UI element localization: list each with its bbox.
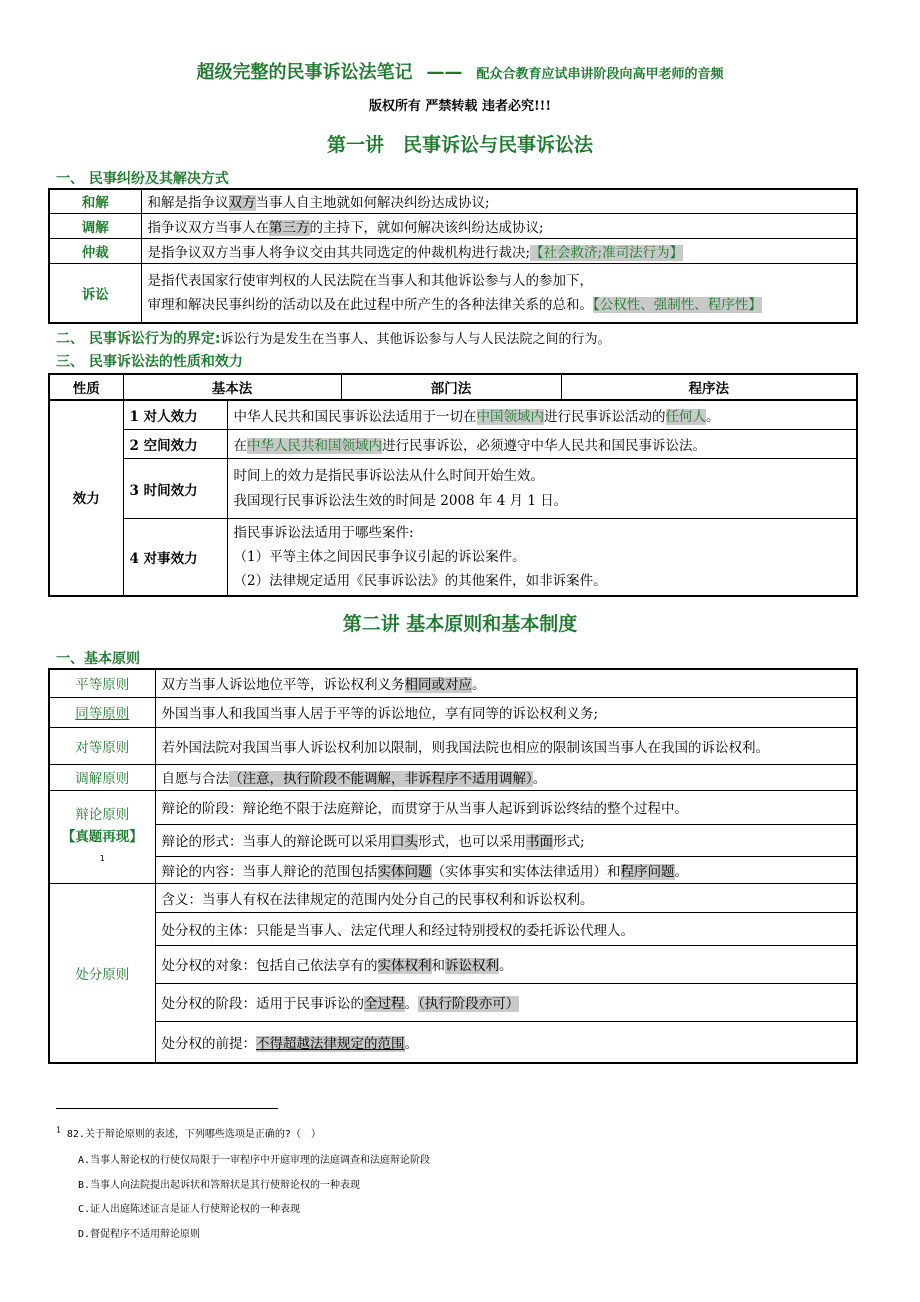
highlight: 实体权利 <box>377 958 432 974</box>
nature-header-table <box>48 373 858 401</box>
row-content: 辩论的阶段：辩论绝不限于法庭辩论，而贯穿于从当事人起诉到诉讼终结的整个过程中。 <box>155 790 857 824</box>
text: 。 <box>472 677 486 694</box>
effect-table <box>48 399 858 597</box>
row-content: 含义：当事人有权在法律规定的范围内处分自己的民事权利和诉讼权利。 <box>155 883 857 912</box>
row-content <box>141 263 857 323</box>
table-row <box>49 883 857 912</box>
principles-table <box>48 668 858 1064</box>
row-content <box>227 400 857 430</box>
row-content: 外国当事人和我国当事人居于平等的诉讼地位，享有同等的诉讼权利义务; <box>155 697 857 727</box>
footnote-option: B.当事人向法院提出起诉状和答辩状是其行使辩论权的一种表现 <box>78 1180 361 1191</box>
section-heading <box>56 328 611 348</box>
row-content <box>155 669 857 697</box>
row-content <box>141 213 857 238</box>
lecture-2-title: 第二讲 基本原则和基本制度 <box>342 613 578 635</box>
text: 指民事诉讼法适用于哪些案件: <box>233 524 414 541</box>
table-row <box>49 790 857 824</box>
row-content <box>155 945 857 983</box>
footnote-option: A.当事人辩论权的行使仅局限于一审程序中开庭审理的法庭调查和法庭辩论阶段 <box>78 1155 431 1166</box>
footnote-number: 1 <box>56 1125 61 1135</box>
table-row <box>49 727 857 764</box>
header-cell: 基本法 <box>123 374 341 400</box>
title-dash: —— <box>426 62 463 83</box>
section-heading-text: 二、 民事诉讼行为的界定: <box>56 331 221 347</box>
header-cell: 性质 <box>49 374 123 400</box>
footnote-option: D.督促程序不适用辩论原则 <box>78 1229 201 1240</box>
footnote-ref[interactable]: 1 <box>99 853 105 863</box>
text: 。 <box>706 408 720 425</box>
table-row <box>49 459 857 519</box>
text: 辩论的形式：当事人的辩论既可以采用 <box>161 834 391 850</box>
text: 当事人自主地就如何解决纠纷达成协议; <box>255 195 490 212</box>
principle-label: 调解原则 <box>49 764 155 790</box>
text: 在 <box>233 438 247 454</box>
row-label: 仲裁 <box>49 238 141 263</box>
row-content <box>227 430 857 459</box>
highlight: 【公权性、强制性、程序性】 <box>593 296 762 313</box>
exam-tag: 【真题再现】 <box>61 828 143 845</box>
table-row <box>49 824 857 856</box>
row-content <box>155 764 857 790</box>
footnote-text: 82.关于辩论原则的表述，下列哪些选项是正确的?（ ） <box>66 1129 321 1140</box>
text: 时间上的效力是指民事诉讼法从什么时间开始生效。 <box>233 467 544 484</box>
text: 形式; <box>553 834 585 850</box>
highlight: 全过程 <box>364 996 405 1012</box>
text: 审理和解决民事纠纷的活动以及在此过程中所产生的各种法律关系的总和。 <box>147 296 593 313</box>
highlight: 双方 <box>228 195 256 212</box>
header-cell: 程序法 <box>561 374 857 400</box>
table-row <box>49 983 857 1021</box>
text: 中华人民共和国民事诉讼法适用于一切在 <box>233 408 477 425</box>
text: 和 <box>431 958 445 974</box>
table-row <box>49 430 857 459</box>
row-content <box>141 238 857 263</box>
row-content <box>155 983 857 1021</box>
text: 。 <box>532 771 547 787</box>
highlight: 程序问题 <box>620 863 675 880</box>
row-content <box>155 1021 857 1063</box>
text: 是指争议双方当事人将争议交由其共同选定的仲裁机构进行裁决; <box>147 244 531 261</box>
highlight: 不得超越法律规定的范围 <box>256 1035 405 1052</box>
text: 。 <box>404 996 418 1012</box>
lecture-1-title: 第一讲 民事诉讼与民事诉讼法 <box>326 134 593 156</box>
highlight: 实体问题 <box>377 863 432 880</box>
highlight: 书面 <box>526 834 553 850</box>
text: 处分权的阶段：适用于民事诉讼的 <box>161 996 364 1012</box>
highlight: （注意，执行阶段不能调解，非诉程序不适用调解） <box>229 771 533 787</box>
highlight: 诉讼权利 <box>445 958 499 974</box>
document-subtitle: 配众合教育应试串讲阶段向高甲老师的音频 <box>476 67 724 82</box>
row-label: 2 空间效力 <box>123 430 227 459</box>
footnote-question <box>56 1125 321 1140</box>
table-row <box>49 400 857 430</box>
text: 辩论的内容：当事人辩论的范围包括 <box>161 863 378 880</box>
text: 是指代表国家行使审判权的人民法院在当事人和其他诉讼参与人的参加下， <box>147 272 593 289</box>
principle-label: 同等原则 <box>49 697 155 727</box>
principle-label <box>49 790 155 883</box>
principle-label-text: 辩论原则 <box>75 806 130 823</box>
row-label: 调解 <box>49 213 141 238</box>
row-content <box>227 519 857 596</box>
principle-label: 处分原则 <box>49 883 155 1063</box>
row-content <box>155 856 857 883</box>
text: 进行民事诉讼活动的 <box>544 408 666 425</box>
document-title: 超级完整的民事诉讼法笔记 <box>196 62 413 83</box>
row-label: 诉讼 <box>49 263 141 323</box>
row-content: 处分权的主体：只能是当事人、法定代理人和经过特别授权的委托诉讼代理人。 <box>155 912 857 945</box>
text: 自愿与合法 <box>161 771 229 787</box>
row-content: 若外国法院对我国当事人诉讼权利加以限制，则我国法院也相应的限制该国当事人在我国的诉讼权利。 <box>155 727 857 764</box>
text: 。 <box>674 863 688 880</box>
highlight: 口头 <box>391 834 418 850</box>
text: 。 <box>499 958 513 974</box>
text: 形式，也可以采用 <box>418 834 526 850</box>
footnote-separator <box>56 1108 278 1109</box>
highlight: 中国领域内 <box>476 408 544 425</box>
text: （实体事实和实体法律适用）和 <box>431 863 621 880</box>
text: 处分权的对象：包括自己依法享有的 <box>161 958 378 974</box>
text: （2）法律规定适用《民事诉讼法》的其他案件，如非诉案件。 <box>233 572 607 589</box>
header-cell: 部门法 <box>341 374 561 400</box>
text: 和解是指争议 <box>147 195 229 212</box>
table-row <box>49 374 857 400</box>
section-heading-detail: 诉讼行为是发生在当事人、其他诉讼参与人与人民法院之间的行为。 <box>220 332 611 347</box>
dispute-resolution-table <box>48 188 858 324</box>
copyright-notice: 版权所有 严禁转载 违者必究!!! <box>368 99 552 114</box>
section-heading: 三、 民事诉讼法的性质和效力 <box>56 354 243 370</box>
text: 进行民事诉讼，必须遵守中华人民共和国民事诉讼法。 <box>382 438 706 454</box>
row-label: 3 时间效力 <box>123 459 227 519</box>
table-row <box>49 764 857 790</box>
text: 我国现行民事诉讼法生效的时间是 2008 年 4 月 1 日。 <box>233 492 568 509</box>
row-content <box>227 459 857 519</box>
table-row <box>49 1021 857 1063</box>
text: 处分权的前提： <box>161 1035 256 1052</box>
principle-label: 平等原则 <box>49 669 155 697</box>
row-label: 1 对人效力 <box>123 400 227 430</box>
document-title-row <box>0 58 920 84</box>
table-row <box>49 519 857 596</box>
text: 双方当事人诉讼地位平等，诉讼权利义务 <box>161 677 405 694</box>
row-label: 和解 <box>49 189 141 213</box>
table-row <box>49 697 857 727</box>
highlight: 第三方 <box>269 219 310 236</box>
highlight: （执行阶段亦可） <box>418 996 520 1012</box>
table-row <box>49 263 857 323</box>
highlight: 相同或对应 <box>404 677 472 694</box>
row-content <box>155 824 857 856</box>
footnote-option: C.证人出庭陈述证言是证人行使辩论权的一种表现 <box>78 1204 301 1215</box>
table-row <box>49 238 857 263</box>
table-row <box>49 856 857 883</box>
highlight: 任何人 <box>665 408 706 425</box>
table-row <box>49 213 857 238</box>
table-row <box>49 912 857 945</box>
text: （1）平等主体之间因民事争议引起的诉讼案件。 <box>233 548 526 565</box>
text: 指争议双方当事人在 <box>147 219 269 236</box>
text: 的主持下，就如何解决该纠纷达成协议; <box>309 219 544 236</box>
row-label: 4 对事效力 <box>123 519 227 596</box>
table-row <box>49 669 857 697</box>
highlight: 【社会救济;准司法行为】 <box>530 244 684 261</box>
highlight: 中华人民共和国领域内 <box>247 438 382 454</box>
section-heading: 一、基本原则 <box>56 651 140 667</box>
table-row <box>49 189 857 213</box>
table-row <box>49 945 857 983</box>
section-heading: 一、 民事纠纷及其解决方式 <box>56 171 229 187</box>
principle-label: 对等原则 <box>49 727 155 764</box>
effect-label: 效力 <box>49 400 123 596</box>
row-content <box>141 189 857 213</box>
text: 。 <box>404 1035 418 1052</box>
